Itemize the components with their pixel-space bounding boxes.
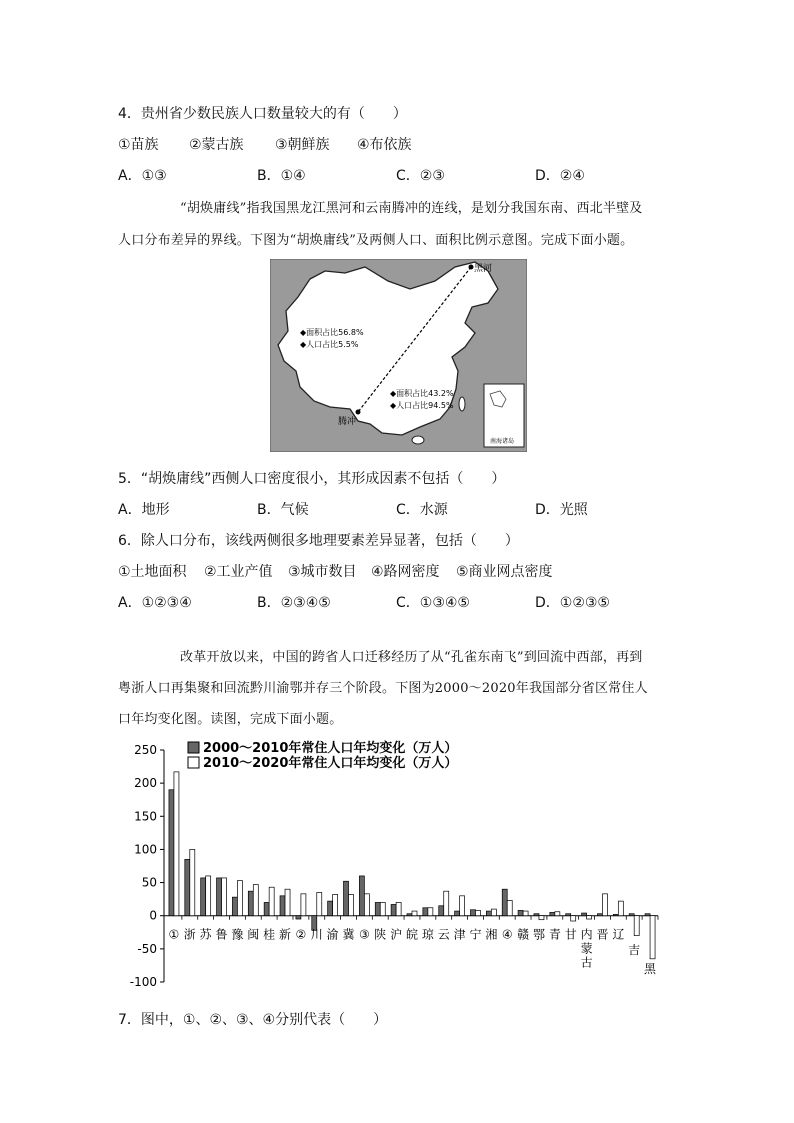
- bar-1: [534, 914, 539, 916]
- q6-item-3: ③城市数目: [288, 564, 357, 580]
- q5-option-a[interactable]: A．地形: [118, 502, 170, 518]
- legend-label-1: 2000～2010年常住人口年均变化（万人）: [203, 741, 458, 756]
- bar-1: [470, 910, 475, 916]
- x-tick-label: 宁: [469, 927, 482, 942]
- x-tick-label: 赣: [517, 927, 530, 942]
- population-change-chart: [118, 738, 678, 988]
- x-tick-label: 津: [453, 927, 466, 942]
- bar-1: [645, 914, 650, 916]
- bar-1: [328, 901, 333, 916]
- tengchong-label: 腾冲: [338, 417, 357, 427]
- intro1-line2: 人口分布差异的界线。下图为“胡焕庸线”及两侧人口、面积比例示意图。完成下面小题。: [118, 233, 634, 248]
- x-tick-label: ②: [295, 927, 307, 942]
- legend-label-2: 2010～2020年常住人口年均变化（万人）: [203, 756, 458, 771]
- q6-stem: 6．除人口分布，该线两侧很多地理要素差异显著，包括（ ）: [118, 533, 519, 549]
- bar-2: [444, 891, 449, 916]
- bar-1: [232, 897, 237, 916]
- bar-2: [222, 878, 227, 916]
- y-tick-label: 50: [141, 875, 157, 890]
- q4-item-4: ④布依族: [357, 137, 412, 153]
- west-pop-label: ◆人口占比5.5%: [300, 340, 359, 349]
- y-tick-label: 200: [134, 776, 157, 791]
- q6-option-c[interactable]: C．①③④⑤: [396, 595, 470, 611]
- bar-1: [344, 881, 349, 915]
- x-tick-label: 川: [310, 927, 323, 942]
- y-tick-label: -50: [137, 941, 157, 956]
- legend-swatch-2: [188, 757, 199, 768]
- q5-stem: 5．“胡焕庸线”西侧人口密度很小，其形成因素不包括（ ）: [118, 471, 506, 487]
- x-tick-label: 浙: [183, 927, 196, 942]
- q4-option-a[interactable]: A．①③: [118, 168, 167, 184]
- bar-1: [582, 913, 587, 916]
- bar-2: [475, 910, 480, 915]
- x-tick-label: 新: [279, 927, 292, 942]
- x-tick-label: ④: [501, 927, 513, 942]
- bar-1: [264, 902, 269, 915]
- bar-2: [602, 894, 607, 916]
- x-tick-label: 云: [437, 927, 450, 942]
- y-tick-label: 100: [134, 842, 157, 857]
- x-tick-label: 青: [548, 927, 561, 942]
- x-tick-label: 吉: [628, 943, 641, 957]
- y-tick-label: -100: [129, 975, 157, 988]
- bar-1: [518, 910, 523, 915]
- bar-2: [317, 893, 322, 916]
- bar-2: [491, 909, 496, 916]
- bar-1: [375, 902, 380, 915]
- q4-stem: 4．贵州省少数民族人口数量较大的有（ ）: [118, 106, 407, 122]
- q5-option-d[interactable]: D．光照: [535, 502, 588, 518]
- bar-1: [613, 914, 618, 915]
- q6-option-a[interactable]: A．①②③④: [118, 595, 192, 611]
- hu-line-map: [270, 259, 527, 452]
- bar-2: [587, 916, 592, 919]
- bar-2: [285, 889, 290, 916]
- x-tick-label: 闽: [247, 927, 260, 942]
- bar-1: [629, 914, 634, 916]
- q6-item-4: ④路网密度: [371, 564, 440, 580]
- q4-option-c[interactable]: C．②③: [396, 168, 445, 184]
- heihe-label: 黑河: [474, 264, 493, 274]
- bar-2: [618, 901, 623, 916]
- bar-2: [269, 887, 274, 916]
- q4-item-3: ③朝鲜族: [275, 137, 330, 153]
- x-tick-label: 琼: [421, 927, 434, 942]
- intro2-line2: 粤浙人口再集聚和回流黔川渝鄂并存三个阶段。下图为2000～2020年我国部分省区常住人: [118, 681, 648, 696]
- q4-item-2: ②蒙古族: [189, 137, 244, 153]
- q6-item-1: ①土地面积: [118, 564, 187, 580]
- x-tick-label: 辽: [612, 927, 625, 942]
- q6-item-2: ②工业产值: [204, 564, 273, 580]
- bar-1: [566, 914, 571, 916]
- bar-1: [502, 889, 507, 916]
- bar-1: [597, 914, 602, 916]
- x-tick-label: 湘: [485, 927, 498, 942]
- bar-1: [201, 878, 206, 916]
- q4-option-b[interactable]: B．①④: [257, 168, 306, 184]
- x-tick-label: 沪: [390, 927, 403, 942]
- bar-2: [539, 916, 544, 920]
- bar-2: [396, 902, 401, 915]
- bar-2: [507, 900, 512, 915]
- x-tick-label: 甘: [564, 927, 577, 942]
- west-area-label: ◆面积占比56.8%: [300, 328, 364, 337]
- y-tick-label: 250: [134, 743, 157, 757]
- intro2-line1: 改革开放以来，中国的跨省人口迁移经历了从“孔雀东南飞”到回流中西部，再到: [180, 650, 643, 665]
- bar-2: [253, 885, 258, 916]
- q4-item-1: ①苗族: [118, 137, 159, 153]
- intro1-line1: “胡焕庸线”指我国黑龙江黑河和云南腾冲的连线，是划分我国东南、西北半壁及: [180, 201, 643, 216]
- bar-1: [486, 911, 491, 916]
- bar-2: [380, 902, 385, 915]
- heihe-point: [469, 265, 474, 270]
- x-tick-label: 鄂: [532, 927, 545, 942]
- bar-1: [359, 876, 364, 916]
- x-tick-label: 渝: [326, 927, 339, 942]
- bar-1: [407, 914, 412, 916]
- bar-2: [523, 911, 528, 916]
- y-tick-label: 150: [134, 809, 157, 824]
- intro2-line3: 口年均变化图。读图，完成下面小题。: [118, 712, 343, 727]
- east-pop-label: ◆人口占比94.5%: [390, 401, 454, 410]
- bar-2: [650, 916, 655, 959]
- bar-2: [349, 895, 354, 916]
- x-tick-label: ③: [359, 927, 370, 942]
- bar-1: [280, 896, 285, 916]
- bar-1: [248, 891, 253, 916]
- x-tick-label: 苏: [199, 927, 212, 942]
- bar-2: [571, 916, 576, 921]
- bar-2: [460, 896, 465, 916]
- hainan-island: [412, 436, 424, 444]
- bar-1: [169, 790, 174, 916]
- x-tick-label: 鲁: [215, 927, 228, 942]
- x-tick-label: ①: [168, 927, 180, 942]
- taiwan-island: [459, 397, 465, 411]
- bar-1: [455, 911, 460, 916]
- bar-2: [237, 881, 242, 916]
- bar-2: [206, 876, 211, 916]
- bar-2: [174, 772, 179, 916]
- bar-1: [391, 904, 396, 915]
- bar-1: [217, 878, 222, 916]
- x-tick-label: 黑: [644, 962, 657, 976]
- q5-option-b[interactable]: B．气候: [257, 502, 309, 518]
- bar-2: [190, 849, 195, 915]
- bar-2: [364, 894, 369, 916]
- x-tick-label: 内蒙古: [580, 927, 593, 970]
- bar-2: [412, 911, 417, 916]
- x-tick-label: 桂: [263, 927, 276, 942]
- bar-2: [333, 895, 338, 916]
- x-tick-label: 豫: [231, 927, 244, 942]
- bar-1: [185, 859, 190, 915]
- bar-2: [555, 912, 560, 916]
- bar-1: [296, 916, 301, 919]
- legend-swatch-1: [188, 742, 199, 753]
- bar-1: [550, 912, 555, 915]
- q6-item-5: ⑤商业网点密度: [456, 564, 553, 580]
- inset-label: 南海诸岛: [490, 438, 515, 445]
- bar-2: [634, 916, 639, 936]
- q6-option-b[interactable]: B．②③④⑤: [257, 595, 331, 611]
- tengchong-point: [356, 410, 361, 415]
- bar-1: [439, 906, 444, 916]
- q6-option-d[interactable]: D．①②③⑤: [535, 595, 610, 611]
- bar-2: [428, 908, 433, 916]
- x-tick-label: 陕: [374, 927, 387, 942]
- q7-stem: 7．图中，①、②、③、④分别代表（ ）: [118, 1012, 388, 1028]
- east-area-label: ◆面积占比43.2%: [390, 389, 454, 398]
- x-tick-label: 晋: [596, 927, 609, 942]
- bar-2: [301, 894, 306, 916]
- bar-1: [423, 908, 428, 916]
- q4-option-d[interactable]: D．②④: [535, 168, 585, 184]
- x-tick-label: 皖: [405, 927, 419, 942]
- x-tick-label: 冀: [342, 927, 355, 942]
- q5-option-c[interactable]: C．水源: [396, 502, 448, 518]
- y-tick-label: 0: [149, 908, 157, 923]
